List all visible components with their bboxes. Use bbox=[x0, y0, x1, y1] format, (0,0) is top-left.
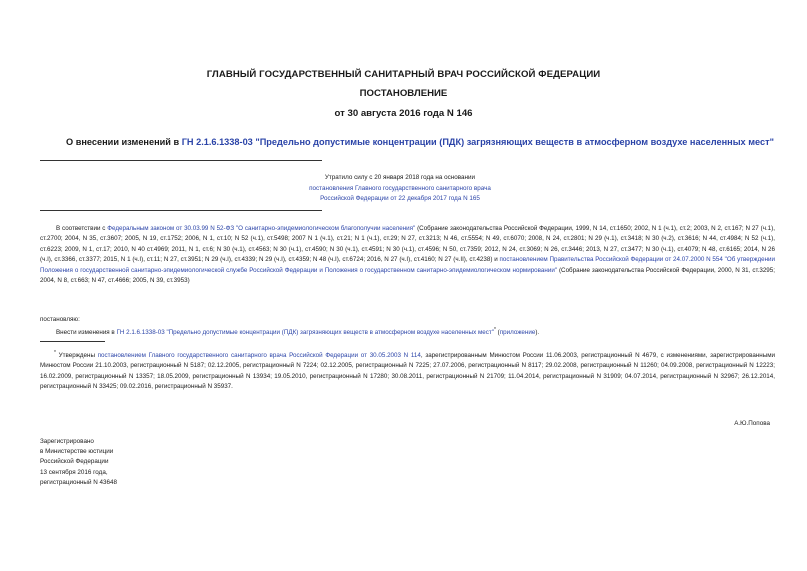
footnote-mark: * bbox=[54, 350, 56, 356]
order-suffix: ). bbox=[535, 329, 540, 337]
signature: А.Ю.Попова bbox=[734, 420, 770, 427]
document-title bbox=[40, 137, 800, 147]
status-note-link-line3[interactable]: Российской Федерации от 22 декабря 2017 года N 165 bbox=[320, 195, 480, 202]
preamble-citations-2: (Собрание законодательства Российской Федерации, 2000, N 31, ст.3295; 2004, N 8, ст.663; N 47, ст.4666; 2005, N 39, ст.3953) bbox=[40, 266, 775, 285]
footnote-text: , зарегистрированным Минюстом России 11.06.2003, регистрационный N 4679, с изменениями, зарегистрированными Минюстом России 21.10.2003, регистрационный N 5187; 02.12.2005, регистрационный N 7224; 02.12.2005, регистрационный N 7225; 27.07.2006, регистрационный N 8117; 29.02.2008, регистрационный N 11260; 04.09.2008, регистрационный N 12223; 16.02.2009, регистрационный N 13357; 18.05.2009, регистрационный N 13934; 19.05.2010, регистрационный N 17280; 30.08.2011, регистрационный N 21709; 11.04.2014, регистрационный N 31909; 04.07.2014, регистрационный N 32967; 26.12.2014, регистрационный N 33425; 09.02.2016, регистрационный N 35937. bbox=[40, 352, 775, 391]
issuing-authority: ГЛАВНЫЙ ГОСУДАРСТВЕННЫЙ САНИТАРНЫЙ ВРАЧ РОССИЙСКОЙ ФЕДЕРАЦИИ bbox=[206, 69, 601, 80]
status-note bbox=[260, 173, 540, 205]
registration-block bbox=[40, 437, 117, 488]
preamble-paragraph bbox=[40, 224, 775, 286]
status-note-link-line2[interactable]: постановления Главного государственного санитарного врача bbox=[309, 184, 491, 192]
federal-law-link[interactable]: Федеральным законом от 30.03.99 N 52-ФЗ "О санитарно-эпидемиологическом благополучии населения" bbox=[107, 225, 416, 232]
footnote-divider bbox=[40, 341, 105, 342]
order-prefix: Внести изменения в bbox=[56, 329, 117, 337]
order-footnote-mark: * bbox=[493, 327, 496, 333]
footnote-resolution-link[interactable]: постановлением Главного государственного санитарного врача Российской Федерации от 30.05.2003 N 114 bbox=[97, 352, 421, 360]
registration-line4: 13 сентября 2016 года, bbox=[40, 468, 108, 476]
divider-bottom bbox=[40, 210, 322, 211]
preamble-citations: (Собрание законодательства Российской Федерации, 1999, N 14, ст.1650; 2002, N 1 (ч.1), ст.2; 2003, N 2, ст.167; N 27 (ч.1), ст.2700; 2004, N 35, ст.3607; 2005, N 19, ст.1752; 2006, N 1, ст.10; N 52 (ч.1), ст.5498; 2007 N 1 (ч.1), ст.21; N 1 (ч.1), ст.29; N 27, ст.3213; N 46, ст.5554; N 49, ст.6070; 2008, N 24, ст.2801; N 29 (ч.1), ст.3418; N 30 (ч.2), ст.3616; N 44, ст.4984; N 52 (ч.1), ст.6223; 2009, N 1, ст.17; 2010, N 40 ст.4969; 2011, N 1, ст.6; N 30 (ч.1), ст.4563; N 30 (ч.1), ст.4590; N 30 (ч.1), ст.4591; N 30 (ч.1), ст.4596; N 50, ст.7359; 2012, N 24, ст.3069; N 26, ст.3446; 2013, N 27, ст.3477; N 30 (ч.1), ст.4079; N 48, ст.6165; 2014, N 26 (ч.I), ст.3366, ст.3377; 2015, N 1 (ч.I), ст.11; N 27, ст.3951; N 29 (ч.I), ст.4339; N 29 (ч.I), ст.4359; N 48 (ч.I), ст.6724; 2016, N 27 (ч.I), ст.4160; N 27 (ч.II), ст.4238) и bbox=[40, 225, 775, 264]
title-prefix: О внесении изменений в bbox=[66, 137, 182, 147]
appendix-link[interactable]: приложение bbox=[499, 329, 536, 337]
status-note-line1: Утратило силу с 20 января 2018 года на основании bbox=[324, 174, 476, 181]
order-paragraph bbox=[56, 325, 539, 338]
preamble-intro: В соответствии с bbox=[56, 225, 108, 232]
document-date-number: от 30 августа 2016 года N 146 bbox=[334, 108, 473, 119]
registration-line2: в Министерстве юстиции bbox=[40, 448, 114, 456]
order-mid: ( bbox=[495, 329, 500, 337]
document-type: ПОСТАНОВЛЕНИЕ bbox=[359, 88, 448, 99]
divider-top bbox=[40, 160, 322, 161]
government-resolution-link[interactable]: постановлением Правительства Российской Федерации от 24.07.2000 N 554 "Об утверждении Положения о государственной санитарно-эпидемиологической службе Российской Федерации и Положения о государственном санитарно-эпидемиологическом нормировании" bbox=[40, 256, 776, 274]
registration-line3: Российской Федерации bbox=[40, 458, 109, 466]
footnote-prefix: Утверждены bbox=[55, 352, 98, 360]
resolve-word: постановляю: bbox=[40, 316, 80, 323]
registration-line1: Зарегистрировано bbox=[40, 438, 94, 445]
order-gn-link[interactable]: ГН 2.1.6.1338-03 "Предельно допустимые концентрации (ПДК) загрязняющих веществ в атмосферном воздухе населенных мест" bbox=[116, 329, 494, 337]
registration-line5: регистрационный N 43648 bbox=[40, 478, 118, 486]
footnote bbox=[40, 348, 775, 393]
title-gn-link[interactable]: ГН 2.1.6.1338-03 "Предельно допустимые концентрации (ПДК) загрязняющих веществ в атмосферном воздухе населенных мест" bbox=[181, 137, 774, 147]
